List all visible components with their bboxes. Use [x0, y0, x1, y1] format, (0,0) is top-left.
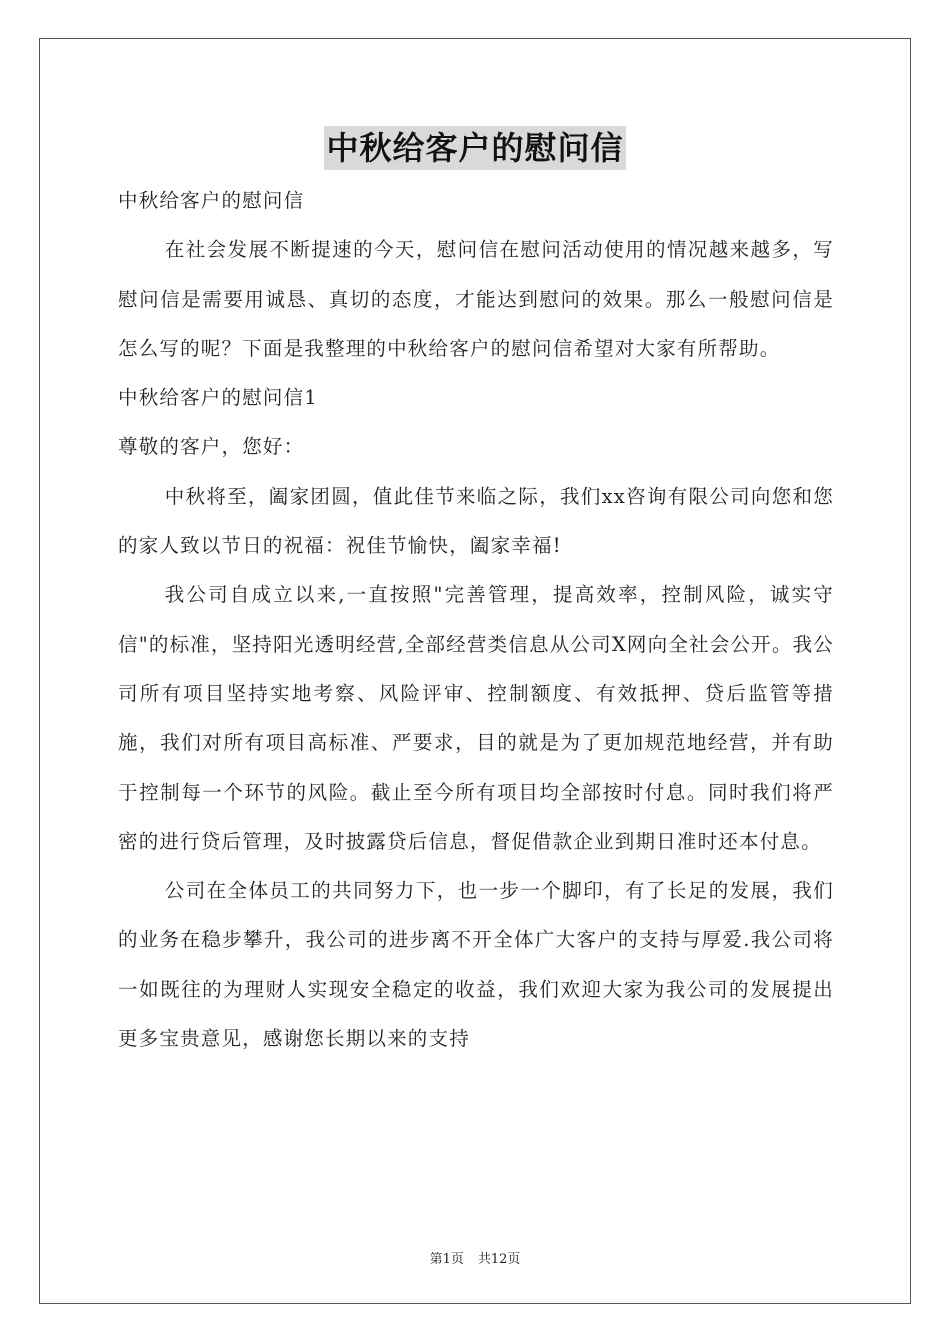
paragraph: 尊敬的客户，您好：	[118, 435, 305, 459]
document-title: 中秋给客户的慰问信	[324, 126, 625, 170]
paragraph: 中秋将至，阖家团圆，值此佳节来临之际，我们xx咨询有限公司向您和您的家人致以节日的祝福：祝佳节愉快，阖家幸福!	[118, 484, 834, 558]
page-total: 共12页	[477, 1252, 521, 1267]
paragraph: 中秋给客户的慰问信1	[118, 386, 318, 410]
document-body	[118, 176, 834, 1063]
paragraph: 中秋给客户的慰问信	[118, 189, 305, 212]
title-container	[0, 126, 950, 170]
page-footer	[0, 1248, 950, 1267]
paragraph: 我公司自成立以来,一直按照"完善管理，提高效率，控制风险，诚实守信"的标准，坚持阳光透明经营,全部经营类信息从公司X网向全社会公开。我公司所有项目坚持实地考察、风险评审、控制额度、有效抵押、贷后监管等措施，我们对所有项目高标准、严要求，目的就是为了更加规范地经营，并有助于控制每一个环节的风险。截止至今所有项目均全部按时付息。同时我们将严密的进行贷后管理，及时披露贷后信息，督促借款企业到期日准时还本付息。	[118, 583, 834, 853]
paragraph: 在社会发展不断提速的今天，慰问信在慰问活动使用的情况越来越多，写慰问信是需要用诚恳、真切的态度，才能达到慰问的效果。那么一般慰问信是怎么写的呢？下面是我整理的中秋给客户的慰问信希望对大家有所帮助。	[118, 238, 834, 360]
page-number: 第1页	[429, 1252, 464, 1267]
paragraph: 公司在全体员工的共同努力下，也一步一个脚印，有了长足的发展，我们的业务在稳步攀升，我公司的进步离不开全体广大客户的支持与厚爱.我公司将一如既往的为理财人实现安全稳定的收益，我们欢迎大家为我公司的发展提出更多宝贵意见，感谢您长期以来的支持	[118, 879, 834, 1051]
